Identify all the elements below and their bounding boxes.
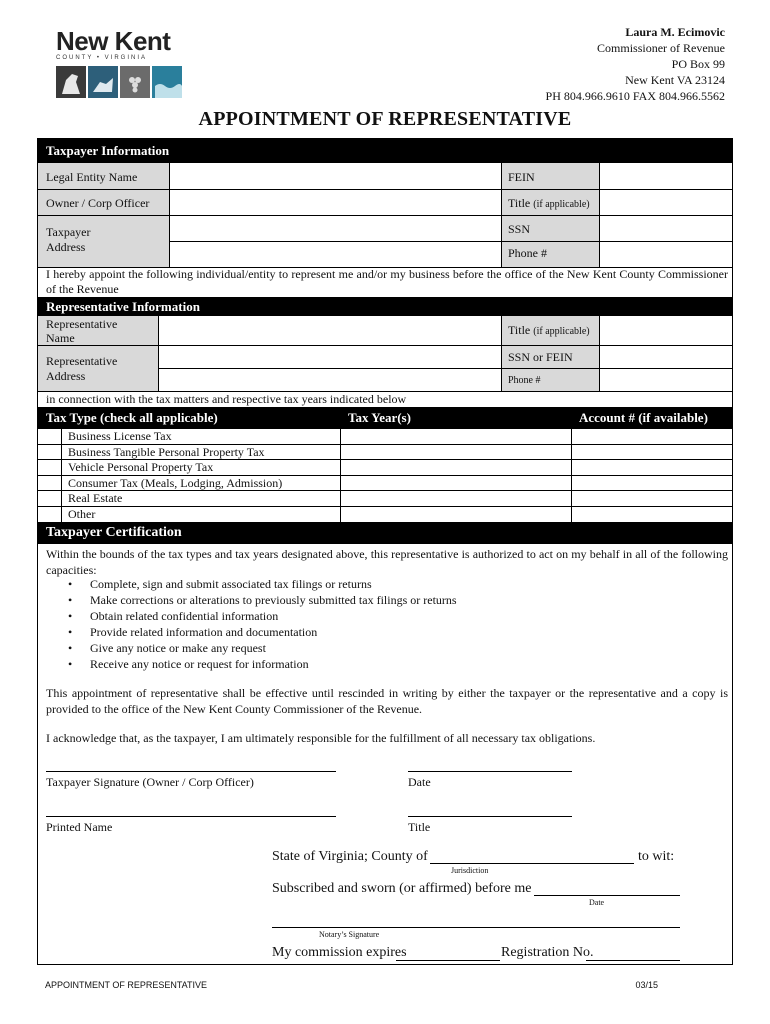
tax-type-row: Vehicle Personal Property Tax [68,460,214,474]
tax-type-row: Consumer Tax (Meals, Lodging, Admission) [68,476,283,490]
taxpayer-address-label-1: Taxpayer [46,225,91,239]
logo-subtitle: COUNTY • VIRGINIA [56,55,147,61]
registration-line[interactable] [586,960,680,961]
commissioner-address [546,24,725,104]
capacity-item: • Complete, sign and submit associated tax filings or returns [66,576,457,592]
taxpayer-signature-label: Taxpayer Signature (Owner / Corp Officer) [46,775,254,789]
taxpayer-title-field[interactable] [600,190,732,215]
tax-type-header: Tax Type (check all applicable) [46,410,218,425]
po-box: PO Box 99 [671,57,725,71]
tax-type-row: Real Estate [68,491,123,505]
footer-form-title: APPOINTMENT OF REPRESENTATIVE [45,980,208,990]
document-title: APPOINTMENT OF REPRESENTATIVE [198,108,572,130]
representative-info-heading: Representative Information [38,297,732,316]
capacity-item: • Receive any notice or request for information [66,656,457,672]
footer-revision: 03/15 [635,980,658,990]
rep-name-field[interactable] [159,317,500,345]
business-license-checkbox[interactable] [38,429,61,444]
state-county-label: State of Virginia; County of [272,849,428,864]
rep-phone-label: Phone # [508,375,541,386]
tax-years-header: Tax Year(s) [348,410,411,425]
water-tile-icon [152,66,182,98]
taxpayer-address-field-2[interactable] [170,242,500,267]
printed-name-label: Printed Name [46,820,113,834]
subscribed-label: Subscribed and sworn (or affirmed) before me [272,881,532,896]
title-note: (if applicable) [533,199,590,210]
tax-type-row: Business License Tax [68,429,172,443]
horse-tile-icon [56,66,86,98]
commissioner-name: Laura M. Ecimovic [625,25,725,39]
capacity-item: • Provide related information and documentation [66,624,457,640]
city-state-zip: New Kent VA 23124 [625,73,725,87]
county-logo [56,28,196,100]
signature-date-label: Date [408,775,431,789]
taxpayer-info-heading: Taxpayer Information [38,139,732,163]
rep-title-field[interactable] [600,317,732,345]
notary-signature-line[interactable] [272,927,680,928]
acknowledgment-statement: I acknowledge that, as the taxpayer, I am ultimately responsible for the fulfillment of all necessary tax obligations. [46,731,596,745]
rep-name-label-1: Representative [46,317,118,331]
title-line[interactable] [408,816,572,817]
taxpayer-phone-label: Phone # [508,246,547,260]
fein-label: FEIN [508,170,535,184]
title-text: Title [508,323,531,337]
certification-heading: Taxpayer Certification [38,522,732,544]
other-checkbox[interactable] [38,507,61,522]
logo-tiles [56,66,182,98]
business-tangible-checkbox[interactable] [38,445,61,459]
taxpayer-title-label [508,196,590,212]
fein-field[interactable] [600,164,732,189]
certification-intro: Within the bounds of the tax types and tax years designated above, this representative is authorized to act on my behalf in all of the following capacities: [46,547,728,577]
owner-corp-officer-label: Owner / Corp Officer [46,196,150,210]
title-text: Title [508,196,531,210]
taxpayer-address-label-2: Address [46,240,86,254]
notary-date-line[interactable] [534,895,680,896]
rep-address-field-2[interactable] [159,369,500,391]
taxpayer-address-field-1[interactable] [170,216,500,241]
tax-matters-statement: in connection with the tax matters and respective tax years indicated below [46,392,407,406]
to-wit-label: to wit: [638,849,675,864]
taxpayer-signature-line[interactable] [46,771,336,772]
registration-label: Registration No. [501,945,594,960]
tax-table-header [38,407,732,429]
divider [501,316,502,391]
ssn-label: SSN [508,222,531,236]
capacity-item: • Give any notice or make any request [66,640,457,656]
tax-type-row: Other [68,507,96,521]
capacity-item: • Make corrections or alterations to previously submitted tax filings or returns [66,592,457,608]
commission-expires-label: My commission expires [272,945,407,960]
appointment-form [37,138,733,965]
notary-signature-label: Notary’s Signature [319,930,380,939]
legal-entity-name-label: Legal Entity Name [46,170,138,184]
tax-type-row: Business Tangible Personal Property Tax [68,445,265,459]
appointment-statement: I hereby appoint the following individual/entity to represent me and/or my business before the office of the New Kent County Commissioner of the Revenue [46,267,728,296]
divider [501,163,502,267]
logo-title: New Kent [56,26,171,56]
commissioner-role: Commissioner of Revenue [597,41,725,55]
deer-tile-icon [88,66,118,98]
real-estate-checkbox[interactable] [38,491,61,506]
capacity-item: • Obtain related confidential information [66,608,457,624]
rep-address-field-1[interactable] [159,346,500,368]
grapes-tile-icon [120,66,150,98]
rep-name-label-2: Name [46,331,75,345]
phone-fax: PH 804.966.9610 FAX 804.966.5562 [545,89,725,103]
consumer-tax-checkbox[interactable] [38,476,61,490]
jurisdiction-label: Jurisdiction [451,866,489,875]
account-number-header: Account # (if available) [579,410,708,425]
ssn-field[interactable] [600,216,732,241]
account-number-column-fields[interactable] [572,429,732,522]
county-line[interactable] [430,863,634,864]
rep-phone-field[interactable] [600,369,732,391]
printed-name-line[interactable] [46,816,336,817]
title-note: (if applicable) [533,326,590,337]
notary-date-label: Date [589,898,605,907]
page-header [0,0,770,108]
effective-statement: This appointment of representative shall be effective until rescinded in writing by either the taxpayer or the representative and a copy is provided to the office of the New Kent County Commissioner of the Revenue. [46,686,728,716]
vehicle-personal-property-checkbox[interactable] [38,460,61,475]
signature-date-line[interactable] [408,771,572,772]
rep-ssn-fein-label: SSN or FEIN [508,350,573,364]
rep-address-label-1: Representative [46,354,118,368]
title-label: Title [408,820,431,834]
owner-corp-officer-field[interactable] [170,190,500,215]
rep-ssn-fein-field[interactable] [600,346,732,368]
rep-title-label [508,323,590,339]
rep-address-label-2: Address [46,369,86,383]
legal-entity-name-field[interactable] [170,164,500,189]
commission-expires-line[interactable] [396,960,500,961]
tax-years-column-fields[interactable] [341,429,571,522]
taxpayer-phone-field[interactable] [600,242,732,267]
